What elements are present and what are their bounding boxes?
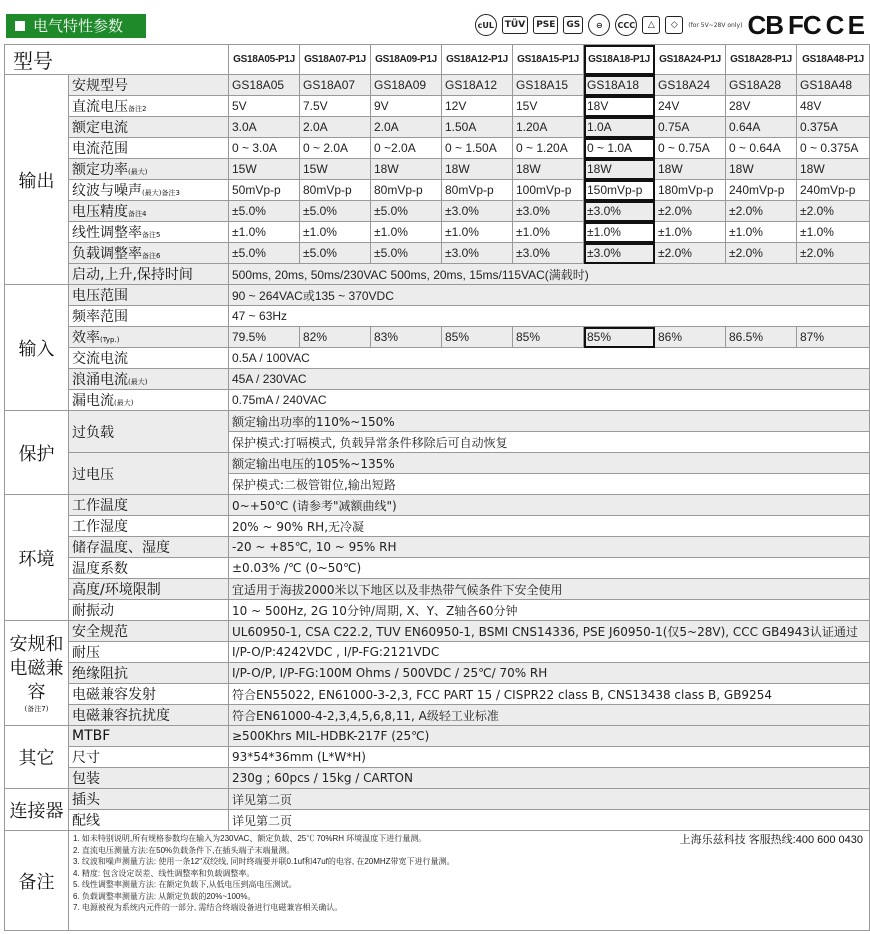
value-cell: 0.75mA / 240VAC	[229, 390, 870, 411]
value-cell: I/P-O/P, I/P-FG:100M Ohms / 500VDC / 25℃/ 70% RH	[229, 663, 870, 684]
model-name: GS18A18-P1J	[584, 45, 655, 75]
efficiency-cell: 85%	[442, 327, 513, 348]
row-note: (Typ.)	[100, 336, 120, 344]
row-note: 备注5	[142, 231, 161, 239]
value-cell: 18W	[513, 159, 584, 180]
table-row	[5, 768, 870, 789]
row-note: (最大)	[128, 378, 148, 386]
value-cell: ±0.03% /℃ (0~50℃)	[229, 558, 870, 579]
value-cell: 0.64A	[726, 117, 797, 138]
category-protection: 保护	[5, 411, 69, 495]
row-label: 温度系数	[72, 561, 128, 577]
startup-value: 500ms, 20ms, 50ms/230VAC 500ms, 20ms, 15ms/115VAC(满载时)	[229, 264, 870, 285]
efficiency-cell: 79.5%	[229, 327, 300, 348]
value-cell: ±2.0%	[726, 201, 797, 222]
value-cell: ±3.0%	[442, 243, 513, 264]
value-cell: ±1.0%	[229, 222, 300, 243]
row-label-cell	[69, 768, 229, 789]
value-cell: 80mVp-p	[371, 180, 442, 201]
efficiency-cell: 85%	[513, 327, 584, 348]
table-row	[5, 369, 870, 390]
value-cell: ±2.0%	[797, 243, 870, 264]
certification-logos	[475, 8, 864, 42]
hotline: 上海乐兹科技 客服热线:400 600 0430	[679, 834, 863, 846]
pse-diamond-logo-icon: ◇	[665, 16, 683, 34]
value-cell: -20 ~ +85℃, 10 ~ 95% RH	[229, 537, 870, 558]
note-line: 6. 负载调整率测量方法: 从额定负载的20%~100%。	[73, 891, 256, 901]
value-cell: 18W	[655, 159, 726, 180]
table-row	[5, 390, 870, 411]
value-cell: 详见第二页	[229, 810, 870, 831]
value-cell: 15W	[229, 159, 300, 180]
table-row	[5, 579, 870, 600]
row-note: (最大)	[128, 168, 148, 176]
row-label: 配线	[72, 813, 100, 829]
cul-us-logo-icon: cUL	[475, 14, 497, 36]
value-cell: 28V	[726, 96, 797, 117]
value-cell: 240mVp-p	[797, 180, 870, 201]
value-cell: ±1.0%	[726, 222, 797, 243]
value-cell: 10 ~ 500Hz, 2G 10分钟/周期, X、Y、Z轴各60分钟	[229, 600, 870, 621]
row-label: 包装	[72, 771, 100, 787]
table-row	[5, 243, 870, 264]
row-note: 备注4	[128, 210, 147, 218]
value-cell: 1.50A	[442, 117, 513, 138]
notes-cell	[69, 831, 870, 931]
value-cell: ±2.0%	[655, 243, 726, 264]
table-row	[5, 180, 870, 201]
value-cell: GS18A09	[371, 75, 442, 96]
value-cell: GS18A18	[584, 75, 655, 96]
row-label-cell	[69, 558, 229, 579]
efficiency-cell: 86.5%	[726, 327, 797, 348]
value-cell: 3.0A	[229, 117, 300, 138]
row-label: 耐振动	[72, 603, 114, 619]
value-cell: ±1.0%	[584, 222, 655, 243]
efficiency-cell: 82%	[300, 327, 371, 348]
table-row	[5, 831, 870, 931]
category-input: 输入	[5, 285, 69, 411]
value-cell: 1.20A	[513, 117, 584, 138]
value-cell: ±5.0%	[229, 243, 300, 264]
value-cell: ±2.0%	[726, 243, 797, 264]
row-label: 尺寸	[72, 750, 100, 766]
table-row	[5, 348, 870, 369]
row-label-cell	[69, 453, 229, 495]
table-row	[5, 621, 870, 642]
row-label: 电磁兼容发射	[72, 687, 156, 703]
value-cell: 24V	[655, 96, 726, 117]
value-cell: 240mVp-p	[726, 180, 797, 201]
row-label-cell	[69, 75, 229, 96]
value-cell: 45A / 230VAC	[229, 369, 870, 390]
row-label: 漏电流	[72, 393, 114, 409]
ccc-logo-icon: CCC	[615, 14, 637, 36]
value-cell: 18W	[371, 159, 442, 180]
efficiency-cell: 86%	[655, 327, 726, 348]
row-label-cell	[69, 180, 229, 201]
value-cell: 符合EN61000-4-2,3,4,5,6,8,11, A级轻工业标准	[229, 705, 870, 726]
row-label: 电压范围	[72, 288, 128, 304]
category-connector: 连接器	[5, 789, 69, 831]
value-cell: 80mVp-p	[442, 180, 513, 201]
value-cell: 18W	[442, 159, 513, 180]
value-cell: 2.0A	[300, 117, 371, 138]
value-cell: ±1.0%	[797, 222, 870, 243]
value-cell: 48V	[797, 96, 870, 117]
value-cell: GS18A28	[726, 75, 797, 96]
note-line: 2. 直流电压测量方法:在50%负载条件下,在插头端子末端量测。	[73, 845, 295, 855]
value-cell: ±3.0%	[584, 243, 655, 264]
row-note: (最大)	[114, 399, 134, 407]
row-label: 安全规范	[72, 624, 128, 640]
row-label: 耐压	[72, 645, 100, 661]
row-label-cell	[69, 579, 229, 600]
row-label-cell	[69, 537, 229, 558]
value-cell: GS18A48	[797, 75, 870, 96]
row-label-cell	[69, 705, 229, 726]
model-name: GS18A12-P1J	[442, 45, 513, 75]
value-cell: ±3.0%	[442, 201, 513, 222]
tuv-logo-icon: TÜV	[502, 16, 528, 34]
row-label: 效率	[72, 330, 100, 346]
row-label: 安规型号	[72, 78, 128, 94]
value-cell: 0.75A	[655, 117, 726, 138]
row-label: 高度/环境限制	[72, 582, 161, 598]
value-cell: 93*54*36mm (L*W*H)	[229, 747, 870, 768]
value-cell: 7.5V	[300, 96, 371, 117]
category-safety	[5, 621, 69, 726]
model-name: GS18A15-P1J	[513, 45, 584, 75]
protection-line: 保护模式:打嗝模式, 负载异常条件移除后可自动恢复	[229, 432, 870, 453]
value-cell: 80mVp-p	[300, 180, 371, 201]
value-cell: 0 ~ 0.375A	[797, 138, 870, 159]
value-cell: 90 ~ 264VAC或135 ~ 370VDC	[229, 285, 870, 306]
value-cell: 100mVp-p	[513, 180, 584, 201]
value-cell: 18V	[584, 96, 655, 117]
table-row	[5, 642, 870, 663]
row-note: 备注6	[142, 252, 161, 260]
table-row	[5, 747, 870, 768]
fc-logo-icon: FC	[788, 9, 821, 40]
category-safety-note: (备注7)	[24, 704, 49, 713]
model-name: GS18A48-P1J	[797, 45, 870, 75]
table-row	[5, 705, 870, 726]
row-label: MTBF	[72, 728, 111, 744]
value-cell: ±1.0%	[513, 222, 584, 243]
row-label: 插头	[72, 792, 100, 808]
note-line: 3. 纹波和噪声测量方法: 使用一条12"双绞线, 同时终端要并联0.1uf和47uf的电容, 在20MHZ带宽下进行量测。	[73, 857, 455, 866]
value-cell: ±5.0%	[371, 201, 442, 222]
row-label-cell	[69, 306, 229, 327]
table-row	[5, 96, 870, 117]
value-cell: 0 ~ 2.0A	[300, 138, 371, 159]
table-row	[5, 495, 870, 516]
value-cell: ≥500Khrs MIL-HDBK-217F (25℃)	[229, 726, 870, 747]
category-safety-text: 安规和电磁兼容	[9, 633, 64, 703]
value-cell: ±1.0%	[442, 222, 513, 243]
value-cell: 5V	[229, 96, 300, 117]
row-label-cell	[69, 789, 229, 810]
row-label: 线性调整率	[72, 225, 142, 241]
table-row	[5, 159, 870, 180]
table-row	[5, 789, 870, 810]
row-label-cell	[69, 264, 229, 285]
row-label: 工作温度	[72, 498, 128, 514]
table-row	[5, 45, 870, 75]
table-row	[5, 537, 870, 558]
table-row	[5, 306, 870, 327]
row-label-cell	[69, 369, 229, 390]
model-name: GS18A09-P1J	[371, 45, 442, 75]
section-title	[6, 14, 146, 38]
value-cell: ±1.0%	[371, 222, 442, 243]
table-row	[5, 516, 870, 537]
row-note: 备注2	[128, 105, 147, 113]
value-cell: GS18A12	[442, 75, 513, 96]
value-cell: ±5.0%	[229, 201, 300, 222]
table-row	[5, 264, 870, 285]
value-cell: ±1.0%	[300, 222, 371, 243]
ul-globe-logo-icon: ⊖	[588, 14, 610, 36]
value-cell: GS18A07	[300, 75, 371, 96]
row-label-cell	[69, 600, 229, 621]
value-cell: 180mVp-p	[655, 180, 726, 201]
table-row	[5, 558, 870, 579]
model-name: GS18A05-P1J	[229, 45, 300, 75]
model-name: GS18A24-P1J	[655, 45, 726, 75]
value-cell: 0 ~ 1.0A	[584, 138, 655, 159]
row-label-cell	[69, 621, 229, 642]
value-cell: 15V	[513, 96, 584, 117]
row-label: 直流电压	[72, 99, 128, 115]
note-line: 7. 电源被视为系统内元件的一部分, 需结合终端设备进行电磁兼容相关确认。	[73, 903, 343, 912]
value-cell: 宜适用于海拔2000米以下地区以及非热带气候条件下安全使用	[229, 579, 870, 600]
value-cell: ±5.0%	[371, 243, 442, 264]
value-cell: GS18A24	[655, 75, 726, 96]
row-label-cell	[69, 810, 229, 831]
table-row	[5, 75, 870, 96]
value-cell: 0 ~2.0A	[371, 138, 442, 159]
efficiency-cell: 85%	[584, 327, 655, 348]
value-cell: ±2.0%	[797, 201, 870, 222]
table-row	[5, 453, 870, 474]
section-title-text: 电气特性参数	[33, 17, 124, 35]
row-label-cell	[69, 495, 229, 516]
row-label-cell	[69, 747, 229, 768]
value-cell: 0.375A	[797, 117, 870, 138]
row-label: 交流电流	[72, 351, 128, 367]
row-label: 绝缘阻抗	[72, 666, 128, 682]
row-label-cell	[69, 222, 229, 243]
efficiency-cell: 87%	[797, 327, 870, 348]
table-row	[5, 663, 870, 684]
table-row	[5, 726, 870, 747]
value-cell: 0 ~ 0.64A	[726, 138, 797, 159]
value-cell: 0 ~ 1.20A	[513, 138, 584, 159]
value-cell: ±5.0%	[300, 243, 371, 264]
row-label-cell	[69, 411, 229, 453]
model-name: GS18A07-P1J	[300, 45, 371, 75]
value-cell: ±3.0%	[584, 201, 655, 222]
row-label: 浪涌电流	[72, 372, 128, 388]
model-name: GS18A28-P1J	[726, 45, 797, 75]
value-cell: 18W	[584, 159, 655, 180]
value-cell: 1.0A	[584, 117, 655, 138]
value-cell: 符合EN55022, EN61000-3-2,3, FCC PART 15 / CISPR22 class B, CNS13438 class B, GB9254	[229, 684, 870, 705]
value-cell: GS18A15	[513, 75, 584, 96]
cert-note: (for 5V~28V only)	[688, 21, 743, 29]
value-cell: 0 ~ 1.50A	[442, 138, 513, 159]
ce-logo-icon: C E	[825, 9, 864, 40]
value-cell: 230g ; 60pcs / 15kg / CARTON	[229, 768, 870, 789]
row-label-cell	[69, 117, 229, 138]
gs-logo-icon: GS	[563, 16, 583, 34]
value-cell: 15W	[300, 159, 371, 180]
value-cell: ±5.0%	[300, 201, 371, 222]
row-label-cell	[69, 285, 229, 306]
row-label-cell	[69, 201, 229, 222]
value-cell: ±3.0%	[513, 243, 584, 264]
value-cell: 150mVp-p	[584, 180, 655, 201]
protection-line: 保护模式:二极管钳位,输出短路	[229, 474, 870, 495]
row-label: 电磁兼容抗扰度	[72, 708, 170, 724]
row-label: 纹波与噪声	[72, 183, 142, 199]
row-label-cell	[69, 348, 229, 369]
efficiency-cell: 83%	[371, 327, 442, 348]
row-label-cell	[69, 642, 229, 663]
table-row	[5, 411, 870, 432]
cb-logo-icon: CB	[747, 9, 783, 40]
value-cell: 18W	[797, 159, 870, 180]
row-label: 额定电流	[72, 120, 128, 136]
value-cell: ±3.0%	[513, 201, 584, 222]
row-label: 电流范围	[72, 141, 128, 157]
model-header: 型号	[5, 45, 229, 75]
category-other: 其它	[5, 726, 69, 789]
value-cell: 0~+50℃ (请参考"减额曲线")	[229, 495, 870, 516]
category-notes: 备注	[5, 831, 69, 931]
row-note: (最大)备注3	[142, 189, 180, 197]
table-row	[5, 285, 870, 306]
value-cell: 47 ~ 63Hz	[229, 306, 870, 327]
value-cell: 0.5A / 100VAC	[229, 348, 870, 369]
triangle-logo-icon: △	[642, 16, 660, 34]
row-label-cell	[69, 327, 229, 348]
value-cell: 50mVp-p	[229, 180, 300, 201]
table-row	[5, 327, 870, 348]
value-cell: 20% ~ 90% RH,无冷凝	[229, 516, 870, 537]
spec-table	[4, 44, 870, 931]
table-row	[5, 810, 870, 831]
row-label: 工作湿度	[72, 519, 128, 535]
value-cell: 0 ~ 3.0A	[229, 138, 300, 159]
square-icon	[15, 21, 25, 31]
value-cell: UL60950-1, CSA C22.2, TUV EN60950-1, BSMI CNS14336, PSE J60950-1(仅5~28V), CCC GB4943认证通过	[229, 621, 870, 642]
row-label-cell	[69, 159, 229, 180]
row-label-cell	[69, 684, 229, 705]
value-cell: 0 ~ 0.75A	[655, 138, 726, 159]
value-cell: 12V	[442, 96, 513, 117]
row-label-cell	[69, 516, 229, 537]
protection-line: 额定输出功率的110%~150%	[229, 411, 870, 432]
row-label-cell	[69, 726, 229, 747]
category-output: 输出	[5, 75, 69, 285]
row-label: 频率范围	[72, 309, 128, 325]
value-cell: 9V	[371, 96, 442, 117]
table-row	[5, 222, 870, 243]
value-cell: ±2.0%	[655, 201, 726, 222]
note-line: 5. 线性调整率测量方法: 在额定负载下,从低电压到高电压测试。	[73, 880, 297, 889]
row-label: 启动,上升,保持时间	[72, 267, 193, 283]
table-row	[5, 117, 870, 138]
table-row	[5, 684, 870, 705]
header	[0, 0, 870, 44]
value-cell: 2.0A	[371, 117, 442, 138]
note-line: 4. 精度: 包含设定误差、线性调整率和负载调整率。	[73, 868, 255, 878]
row-label-cell	[69, 663, 229, 684]
value-cell: GS18A05	[229, 75, 300, 96]
value-cell: 18W	[726, 159, 797, 180]
row-label: 储存温度、湿度	[72, 540, 170, 556]
value-cell: 详见第二页	[229, 789, 870, 810]
value-cell: ±1.0%	[655, 222, 726, 243]
row-label: 电压精度	[72, 204, 128, 220]
table-row	[5, 600, 870, 621]
table-row	[5, 138, 870, 159]
value-cell: I/P-O/P:4242VDC , I/P-FG:2121VDC	[229, 642, 870, 663]
row-label-cell	[69, 390, 229, 411]
row-label: 过电压	[72, 466, 114, 483]
table-row	[5, 201, 870, 222]
row-label: 额定功率	[72, 162, 128, 178]
pse-logo-icon: PSE	[533, 16, 558, 34]
row-label: 过负载	[72, 424, 114, 441]
row-label: 负载调整率	[72, 246, 142, 262]
protection-line: 额定输出电压的105%~135%	[229, 453, 870, 474]
row-label-cell	[69, 243, 229, 264]
note-line: 1. 如未特别说明,所有规格参数均在输入为230VAC、额定负载、25℃ 70%RH 环境温度下进行量测。	[73, 834, 427, 843]
row-label-cell	[69, 96, 229, 117]
category-environment: 环境	[5, 495, 69, 621]
row-label-cell	[69, 138, 229, 159]
